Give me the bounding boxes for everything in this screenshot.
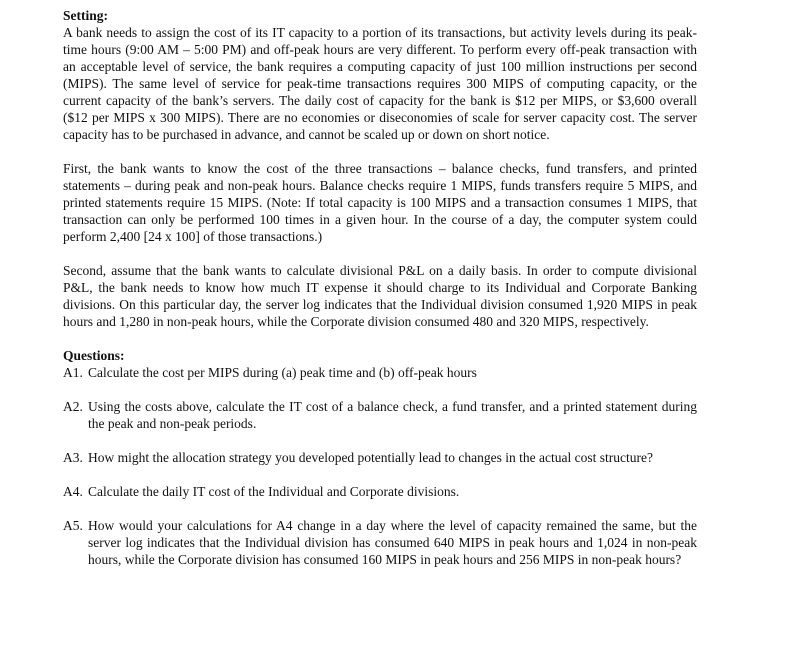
- question-label: A2.: [63, 399, 83, 414]
- document-page: [63, 7, 697, 568]
- question-label: A5.: [63, 518, 83, 533]
- question-text: Using the costs above, calculate the IT cost of a balance check, a fund transfer, and a printed statement during the peak and non-peak periods.: [88, 399, 697, 431]
- question-list: [63, 364, 697, 568]
- questions-heading: Questions:: [63, 348, 125, 363]
- question-label: A3.: [63, 450, 83, 465]
- question-a5: [63, 517, 697, 568]
- question-a2: [63, 398, 697, 432]
- setting-heading: Setting:: [63, 8, 108, 23]
- setting-paragraph-2: First, the bank wants to know the cost of the three transactions – balance checks, fund transfers, and printed statements – during peak and non-peak hours. Balance checks require 1 MIPS, funds transfers require 5 MIPS, and printed statements require 15 MIPS. (Note: If total capacity is 100 MIPS and a transaction consumes 1 MIPS, that transaction can only be performed 100 times in a given hour. In the course of a day, the computer system could perform 2,400 [24 x 100] of those transactions.): [63, 161, 697, 244]
- setting-paragraph-1: A bank needs to assign the cost of its IT capacity to a portion of its transactions, but activity levels during its peak-time hours (9:00 AM – 5:00 PM) and off-peak hours are very different. To perform every off-peak transaction with an acceptable level of service, the bank requires a computing capacity of just 100 million instructions per second (MIPS). The same level of service for peak-time transactions requires 300 MIPS of computing capacity, or the current capacity of the bank’s servers. The daily cost of capacity for the bank is $12 per MIPS, or $3,600 overall ($12 per MIPS x 300 MIPS). There are no economies or diseconomies of scale for server capacity cost. The server capacity has to be purchased in advance, and cannot be scaled up or down on short notice.: [63, 25, 697, 142]
- question-text: Calculate the cost per MIPS during (a) peak time and (b) off-peak hours: [88, 365, 477, 380]
- question-a3: [63, 449, 697, 466]
- question-label: A4.: [63, 484, 83, 499]
- question-text: Calculate the daily IT cost of the Individual and Corporate divisions.: [88, 484, 460, 499]
- question-a4: [63, 483, 697, 500]
- question-a1: [63, 364, 697, 381]
- question-label: A1.: [63, 365, 83, 380]
- question-text: How might the allocation strategy you developed potentially lead to changes in the actual cost structure?: [88, 450, 653, 465]
- question-text: How would your calculations for A4 change in a day where the level of capacity remained the same, but the server log indicates that the Individual division has consumed 640 MIPS in peak hours and 1,024 in non-peak hours, while the Corporate division has consumed 160 MIPS in peak hours and 256 MIPS in non-peak hours?: [88, 518, 697, 567]
- setting-paragraph-3: Second, assume that the bank wants to calculate divisional P&L on a daily basis. In order to compute divisional P&L, the bank needs to know how much IT expense it should charge to its Individual and Corporate Banking divisions. On this particular day, the server log indicates that the Individual division consumed 1,920 MIPS in peak hours and 1,280 in non-peak hours, while the Corporate division consumed 480 and 320 MIPS, respectively.: [63, 263, 697, 329]
